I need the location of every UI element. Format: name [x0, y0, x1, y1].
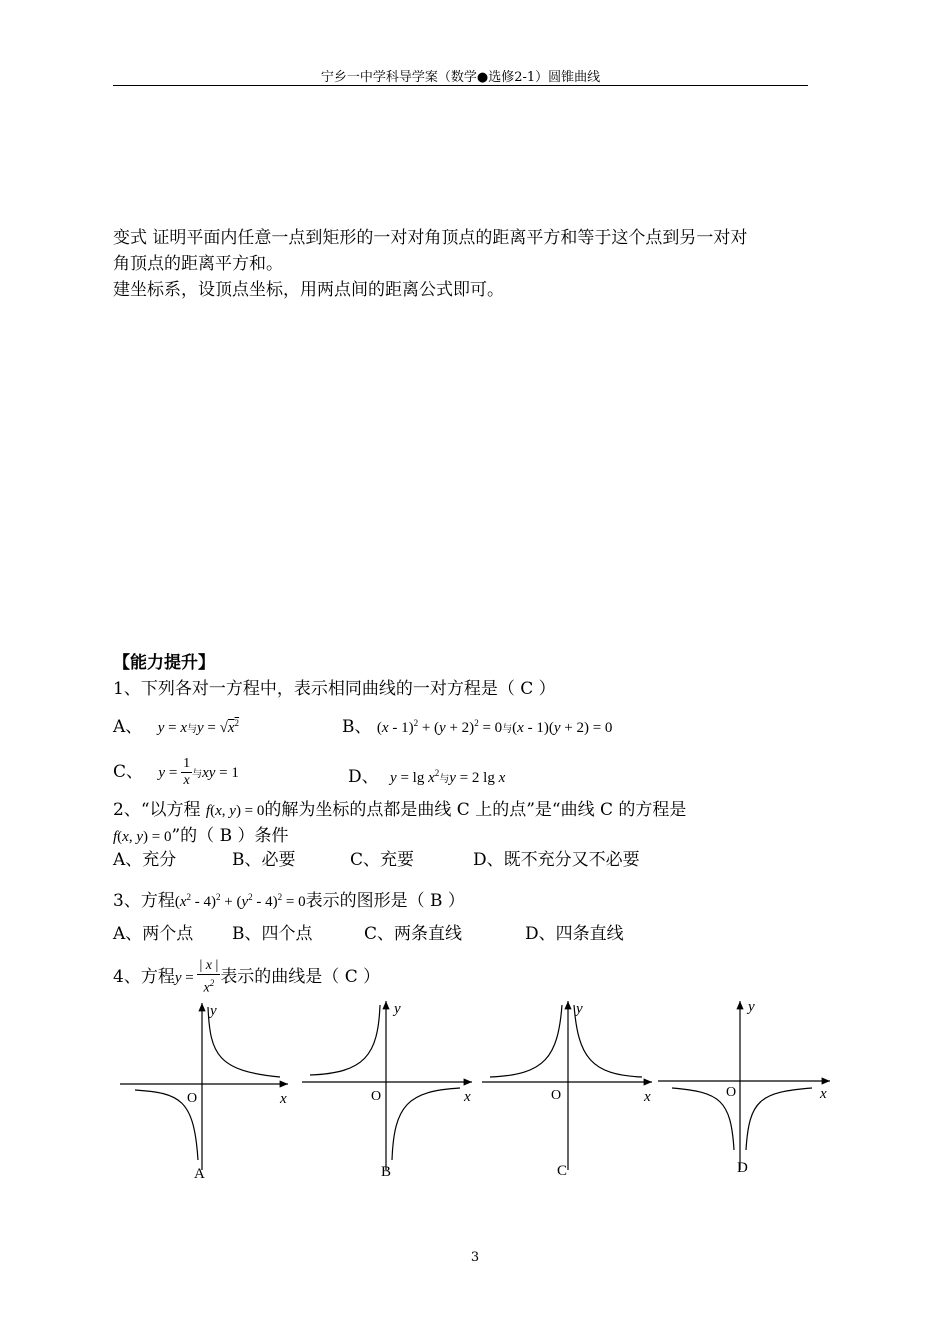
q3-stem: 3、方程$(x^2 - 4)^2 + (y^2 - 4)^2 = 0$表示的图形是（ B ） — [113, 891, 465, 911]
q3-option-a: A、两个点 — [113, 924, 194, 944]
q1-c-yu: 与 — [192, 769, 203, 780]
q1-d-yu: 与 — [439, 774, 450, 785]
q2-text-2: 的解为坐标的点都是曲线 C 上的点”是“曲线 C 的方程是 — [264, 800, 687, 820]
graph-b-y-label: y — [394, 1001, 401, 1017]
variant-line-1: 变式 证明平面内任意一点到矩形的一对对角顶点的距离平方和等于这个点到另一对对 — [113, 228, 748, 248]
graph-b — [302, 1001, 472, 1180]
variant-answer: 建坐标系，设顶点坐标，用两点间的距离公式即可。 — [113, 280, 504, 300]
graph-d-x-label: x — [820, 1086, 827, 1102]
q1-c-label: C、 — [113, 762, 144, 782]
page-header: 宁乡一中学科导学案（数学●选修2-1）圆锥曲线 — [320, 70, 601, 85]
q1-stem: 1、下列各对一方程中，表示相同曲线的一对方程是（ C ） — [113, 679, 556, 699]
q3-text-2: 表示的图形是（ B ） — [305, 891, 465, 911]
q1-option-a: A、 y = x与$y = √x^2$ — [113, 717, 240, 737]
q1-option-d: D、 $y = \lg x^2$与y = 2 lg x — [348, 767, 506, 787]
graph-a — [120, 1003, 288, 1182]
graph-c-x-label: x — [644, 1089, 651, 1105]
section-title: 【能力提升】 — [113, 653, 215, 673]
graph-d — [658, 999, 830, 1176]
answer-graphs — [110, 995, 840, 1195]
graph-b-label: B — [381, 1164, 392, 1180]
q2-line-2: f(x, y) = 0”的（ B ）条件 — [113, 826, 289, 846]
q2-option-d: D、既不充分又不必要 — [473, 850, 640, 870]
q1-option-b: B、 $(x - 1)^2 + (y + 2)^2 = 0$与(x - 1)(y + 2) = 0 — [342, 717, 613, 737]
q3-text-1: 3、方程 — [113, 891, 175, 911]
graph-d-y-label: y — [748, 999, 755, 1015]
q4-stem: 4、方程y = $\frac{| x |}{x^2}$ 表示的曲线是（ C ） — [113, 958, 381, 996]
q2-option-a: A、充分 — [113, 850, 177, 870]
q3-option-d: D、四条直线 — [525, 924, 624, 944]
q1-b-label: B、 — [342, 717, 372, 737]
graph-b-x-label: x — [464, 1089, 471, 1105]
q4-text-2: 表示的曲线是（ C ） — [220, 966, 381, 987]
q2-line-1: 2、“以方程 f(x, y) = 0的解为坐标的点都是曲线 C 上的点”是“曲线 C 的方程是 — [113, 800, 687, 820]
q1-b-yu: 与 — [502, 724, 513, 735]
q3-option-c: C、两条直线 — [364, 924, 463, 944]
q2-option-c: C、充要 — [350, 850, 415, 870]
graph-c-y-label: y — [576, 1001, 583, 1017]
q3-option-b: B、四个点 — [232, 924, 313, 944]
graph-d-origin: O — [726, 1085, 737, 1100]
graph-a-y-label: y — [210, 1003, 217, 1019]
header-rule — [113, 85, 808, 86]
q2-option-b: B、必要 — [232, 850, 296, 870]
graph-a-x-label: x — [280, 1091, 287, 1107]
graph-c — [482, 1001, 652, 1179]
page-number: 3 — [470, 1250, 480, 1265]
variant-line-2: 角顶点的距离平方和。 — [113, 254, 283, 274]
q1-a-label: A、 — [113, 717, 143, 737]
graph-a-origin: O — [187, 1091, 198, 1106]
graph-d-label: D — [737, 1160, 748, 1176]
graph-c-label: C — [557, 1163, 568, 1179]
q1-d-label: D、 — [348, 767, 379, 787]
q1-option-c: C、 y = $\frac{1}{x}$ 与xy = 1 — [113, 756, 239, 788]
q2-text-3: ”的（ B ）条件 — [171, 826, 289, 846]
graph-c-origin: O — [551, 1088, 562, 1103]
graph-b-origin: O — [371, 1089, 382, 1104]
q4-text-1: 4、方程 — [113, 966, 175, 987]
graph-a-label: A — [194, 1166, 205, 1182]
q1-a-yu: 与 — [187, 724, 197, 735]
q2-text-1: 2、“以方程 — [113, 800, 201, 820]
